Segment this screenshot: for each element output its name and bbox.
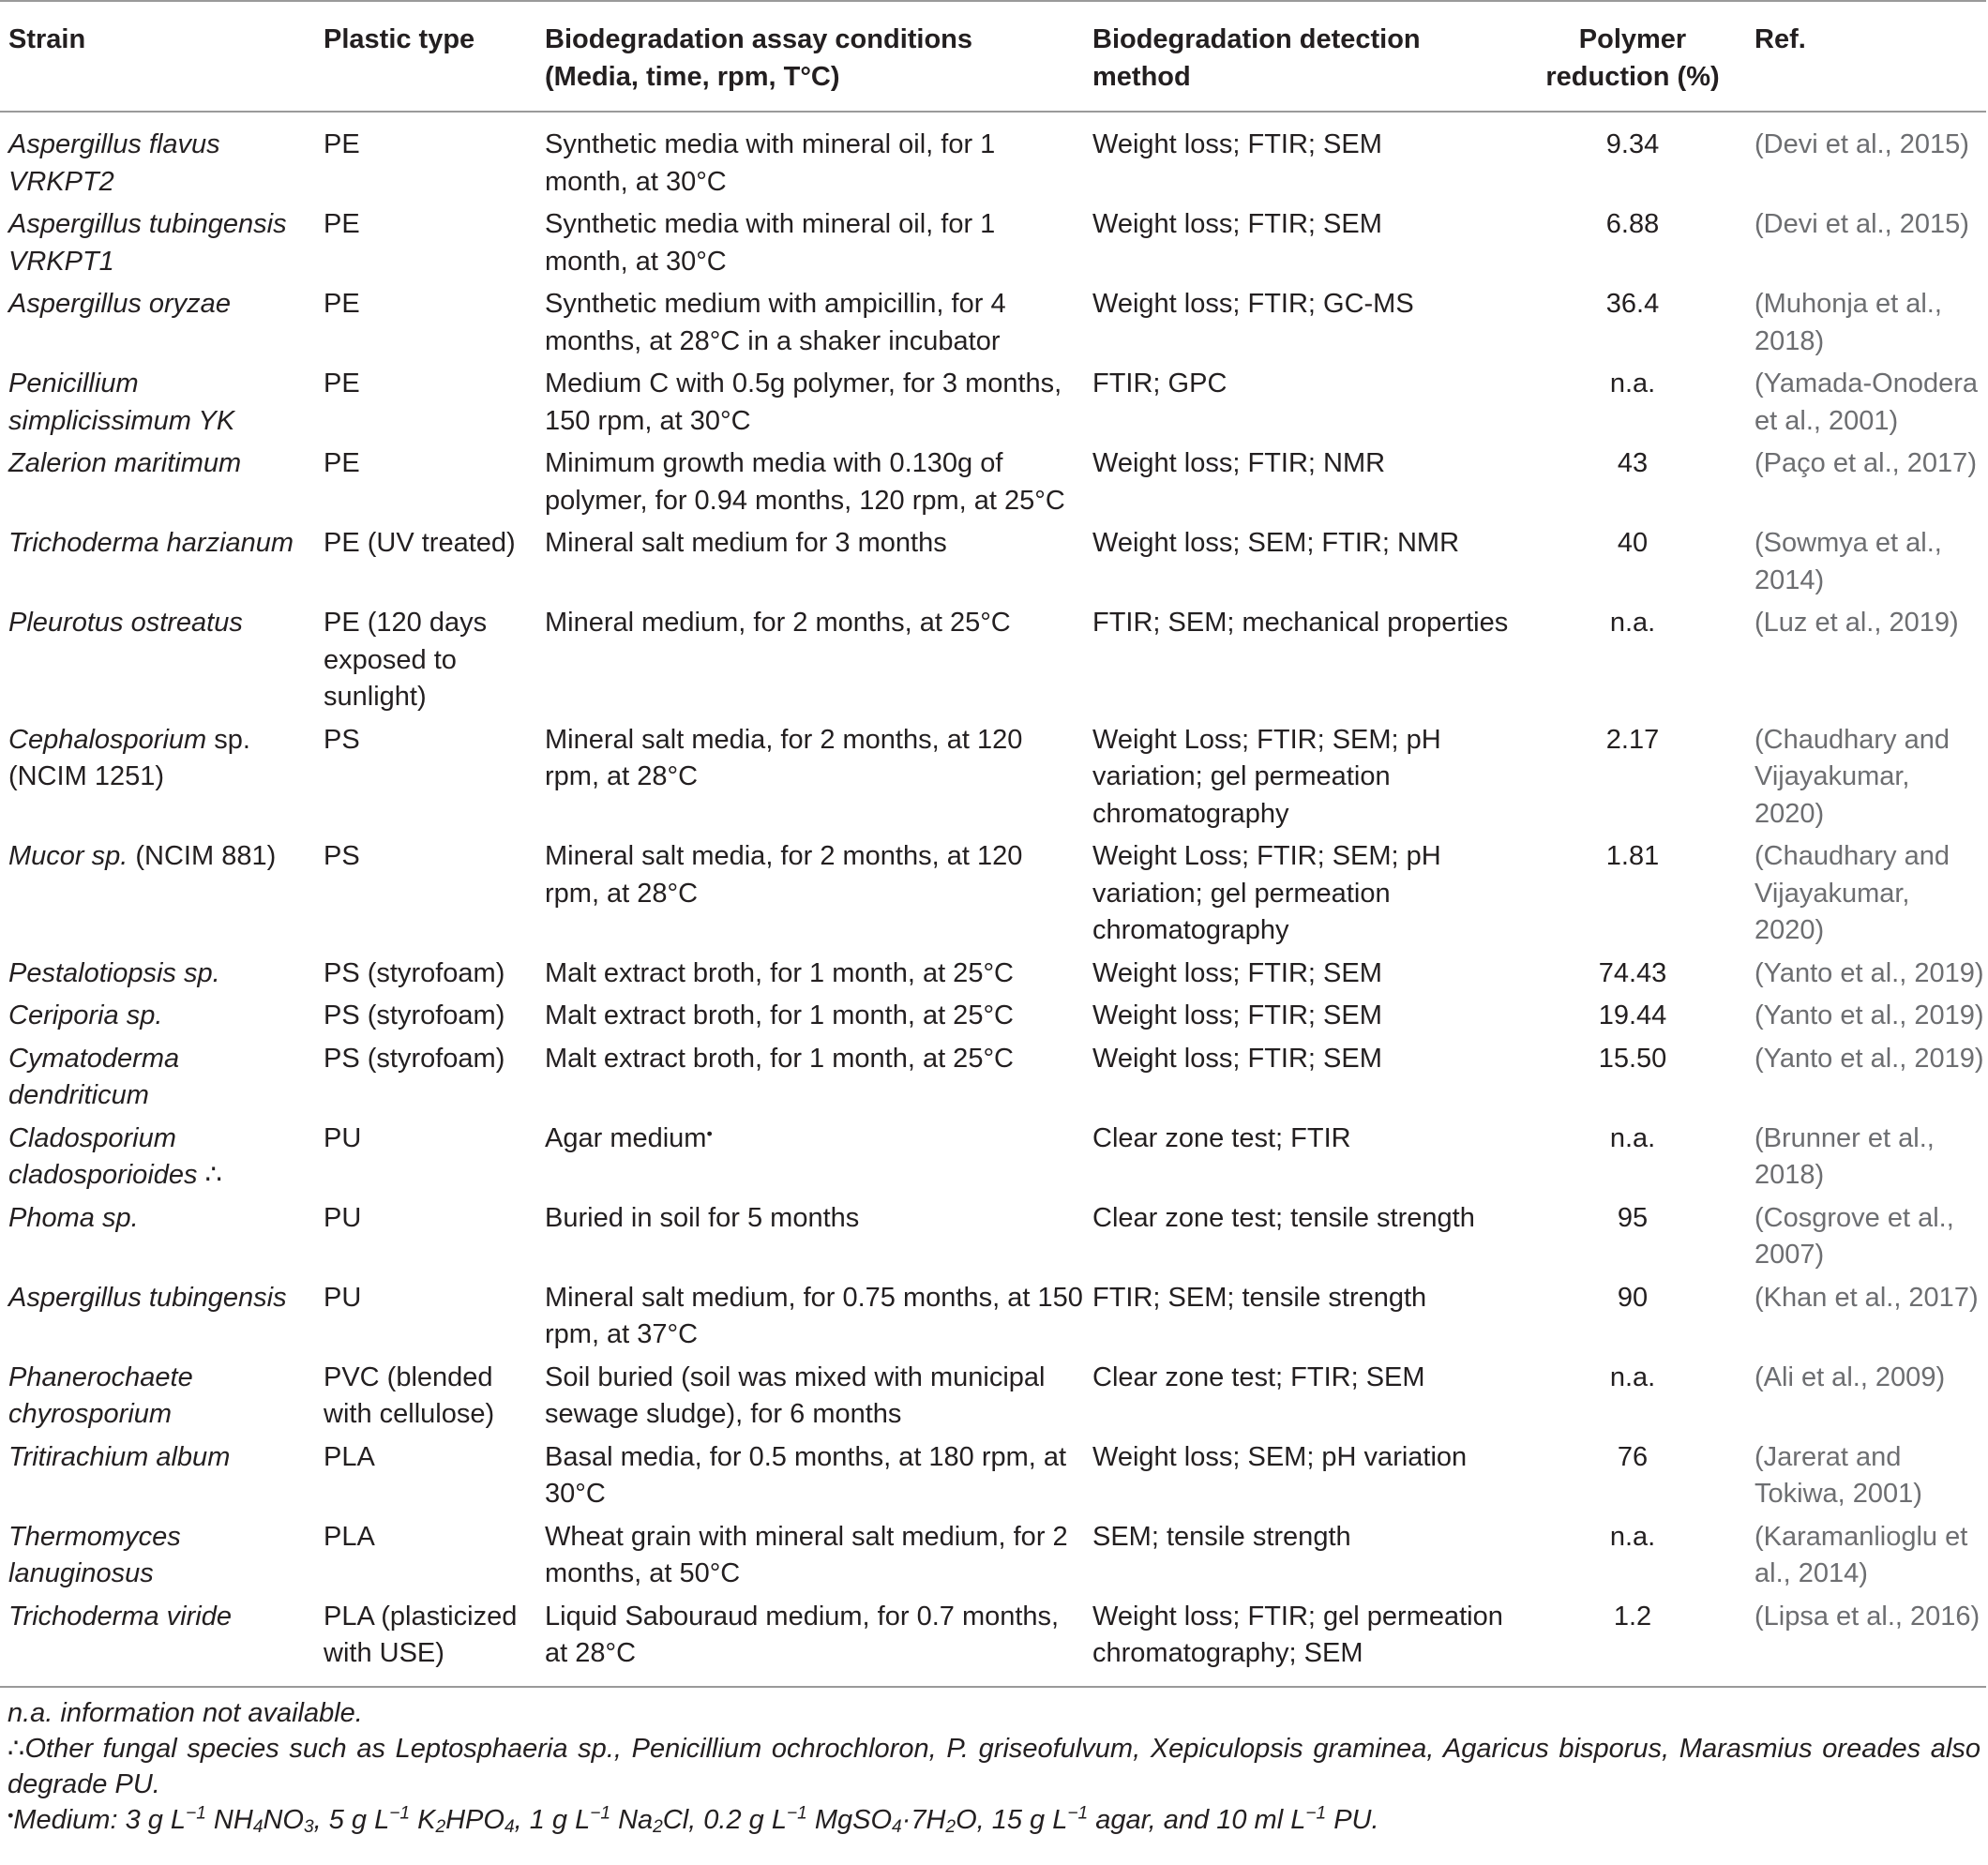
cell-plastic-type: PE bbox=[324, 289, 360, 319]
cell-detection-method: FTIR; SEM; mechanical properties bbox=[1092, 608, 1509, 638]
table-row bbox=[0, 599, 1986, 716]
strain-name: Aspergillus tubingensis VRKPT1 bbox=[8, 209, 287, 277]
cell-polymer-reduction: 15.50 bbox=[1598, 1043, 1667, 1074]
cell-detection-method: Clear zone test; tensile strength bbox=[1092, 1202, 1475, 1233]
cell-plastic-type: PS (styrofoam) bbox=[324, 1000, 505, 1030]
cell-plastic-type: PS (styrofoam) bbox=[324, 957, 505, 988]
table-footnotes bbox=[0, 1688, 1988, 1838]
cell-strain bbox=[0, 1593, 315, 1687]
table-row bbox=[0, 1513, 1986, 1593]
strain-name: Pleurotus ostreatus bbox=[8, 608, 243, 638]
cell-polymer-reduction: n.a. bbox=[1609, 1361, 1656, 1392]
cell-reference: (Karamanlioglu et al., 2014) bbox=[1755, 1521, 1968, 1588]
cell-assay-conditions: Mineral medium, for 2 months, at 25°C bbox=[545, 608, 1011, 638]
cell-plastic-type: PE (120 days exposed to sunlight) bbox=[324, 608, 488, 712]
cell-polymer-reduction: 43 bbox=[1617, 448, 1649, 478]
cell-polymer-reduction: 1.81 bbox=[1605, 841, 1660, 871]
cell-strain bbox=[0, 1195, 315, 1274]
cell-plastic-type: PU bbox=[324, 1282, 362, 1313]
cell-strain bbox=[0, 1274, 315, 1354]
cell-strain bbox=[0, 280, 315, 360]
table-row bbox=[0, 440, 1986, 519]
cell-plastic-type: PS (styrofoam) bbox=[324, 1043, 505, 1074]
cell-reference: (Luz et al., 2019) bbox=[1755, 608, 1959, 638]
cell-assay-conditions: Soil buried (soil was mixed with municipal sewage sludge), for 6 months bbox=[545, 1361, 1046, 1429]
cell-strain bbox=[0, 599, 315, 716]
table-row bbox=[0, 519, 1986, 599]
cell-assay-conditions: Minimum growth media with 0.130g of polymer, for 0.94 months, 120 rpm, at 25°C bbox=[545, 448, 1065, 516]
strain-name: Zalerion maritimum bbox=[8, 448, 242, 478]
cell-reference: (Lipsa et al., 2016) bbox=[1755, 1601, 1980, 1632]
header-polymer-reduction-line2: reduction (%) bbox=[1545, 62, 1720, 92]
header-polymer-reduction-line1: Polymer bbox=[1578, 24, 1687, 54]
cell-assay-conditions: Malt extract broth, for 1 month, at 25°C bbox=[545, 957, 1014, 988]
footnote-bullet-mark: • bbox=[8, 1805, 14, 1825]
cell-strain bbox=[0, 440, 315, 519]
cell-polymer-reduction: 36.4 bbox=[1605, 289, 1660, 319]
cell-assay-conditions: Medium C with 0.5g polymer, for 3 months, 150 rpm, at 30°C bbox=[545, 368, 1062, 436]
cell-plastic-type: PS bbox=[324, 841, 360, 871]
cell-detection-method: Clear zone test; FTIR bbox=[1092, 1122, 1351, 1153]
cell-assay-conditions: Malt extract broth, for 1 month, at 25°C bbox=[545, 1000, 1014, 1030]
cell-plastic-type: PVC (blended with cellulose) bbox=[324, 1361, 495, 1429]
strain-suffix: sp. (NCIM 1251) bbox=[8, 724, 250, 791]
strain-name: Ceriporia sp. bbox=[8, 1000, 163, 1030]
header-reference: Ref. bbox=[1755, 24, 1806, 54]
cell-reference: (Yamada-Onodera et al., 2001) bbox=[1755, 368, 1979, 436]
cell-reference: (Chaudhary and Vijayakumar, 2020) bbox=[1755, 841, 1950, 945]
cell-reference: (Devi et al., 2015) bbox=[1755, 129, 1969, 159]
cell-plastic-type: PS bbox=[324, 724, 360, 755]
cell-reference: (Yanto et al., 2019) bbox=[1755, 1043, 1984, 1074]
strain-name: Cephalosporium bbox=[8, 724, 207, 755]
table-row bbox=[0, 950, 1986, 993]
cell-detection-method: Clear zone test; FTIR; SEM bbox=[1092, 1361, 1425, 1392]
strain-name: Thermomyces lanuginosus bbox=[8, 1521, 181, 1588]
table-row bbox=[0, 1593, 1986, 1687]
cell-assay-conditions: Malt extract broth, for 1 month, at 25°C bbox=[545, 1043, 1014, 1074]
cell-polymer-reduction: 95 bbox=[1617, 1202, 1649, 1233]
table-row bbox=[0, 833, 1986, 950]
cell-detection-method: Weight loss; FTIR; gel permeation chromatography; SEM bbox=[1092, 1601, 1503, 1668]
cell-strain bbox=[0, 1434, 315, 1513]
cell-detection-method: Weight loss; SEM; FTIR; NMR bbox=[1092, 528, 1460, 558]
cell-reference: (Brunner et al., 2018) bbox=[1755, 1122, 1935, 1190]
cell-strain bbox=[0, 360, 315, 440]
cell-assay-conditions: Mineral salt media, for 2 months, at 120 rpm, at 28°C bbox=[545, 724, 1023, 791]
cell-strain bbox=[0, 112, 315, 201]
cell-polymer-reduction: n.a. bbox=[1609, 1122, 1656, 1153]
table-row bbox=[0, 1035, 1986, 1115]
cell-detection-method: Weight Loss; FTIR; SEM; pH variation; gel permeation chromatography bbox=[1092, 724, 1441, 829]
cell-reference: (Devi et al., 2015) bbox=[1755, 209, 1969, 239]
cell-detection-method: Weight Loss; FTIR; SEM; pH variation; gel permeation chromatography bbox=[1092, 841, 1441, 945]
cell-reference: (Yanto et al., 2019) bbox=[1755, 1000, 1984, 1030]
cell-detection-method: Weight loss; FTIR; SEM bbox=[1092, 129, 1382, 159]
cell-polymer-reduction: n.a. bbox=[1609, 368, 1656, 399]
cell-detection-method: SEM; tensile strength bbox=[1092, 1521, 1351, 1552]
cell-assay-conditions: Mineral salt medium, for 0.75 months, at 150 rpm, at 37°C bbox=[545, 1282, 1083, 1349]
cell-polymer-reduction: n.a. bbox=[1609, 608, 1656, 638]
cell-detection-method: Weight loss; FTIR; GC-MS bbox=[1092, 289, 1414, 319]
strain-name: Cladosporium cladosporioides bbox=[8, 1122, 198, 1190]
cell-polymer-reduction: 6.88 bbox=[1605, 209, 1660, 239]
table-row bbox=[0, 1115, 1986, 1195]
cell-strain bbox=[0, 1115, 315, 1195]
cell-detection-method: Weight loss; FTIR; SEM bbox=[1092, 1043, 1382, 1074]
table-row bbox=[0, 1195, 1986, 1274]
cell-polymer-reduction: 2.17 bbox=[1605, 724, 1660, 755]
table-row bbox=[0, 1434, 1986, 1513]
cell-plastic-type: PE bbox=[324, 129, 360, 159]
table-row bbox=[0, 112, 1986, 201]
cell-polymer-reduction: 74.43 bbox=[1598, 957, 1667, 988]
cell-assay-conditions: Synthetic medium with ampicillin, for 4 months, at 28°C in a shaker incubator bbox=[545, 289, 1006, 356]
strain-name: Aspergillus oryzae bbox=[8, 289, 231, 319]
table-row bbox=[0, 992, 1986, 1035]
cell-polymer-reduction: 19.44 bbox=[1598, 1000, 1667, 1030]
header-assay-conditions bbox=[536, 1, 1084, 112]
cell-plastic-type: PU bbox=[324, 1122, 362, 1153]
cell-plastic-type: PE bbox=[324, 368, 360, 399]
cell-plastic-type: PU bbox=[324, 1202, 362, 1233]
table-row bbox=[0, 360, 1986, 440]
cell-assay-conditions: Basal media, for 0.5 months, at 180 rpm, at 30°C bbox=[545, 1441, 1067, 1509]
strain-suffix: (NCIM 881) bbox=[128, 841, 277, 871]
cell-strain bbox=[0, 950, 315, 993]
cell-reference: (Ali et al., 2009) bbox=[1755, 1361, 1946, 1392]
cell-detection-method: Weight loss; FTIR; SEM bbox=[1092, 957, 1382, 988]
header-assay-conditions-line2: (Media, time, rpm, T°C) bbox=[545, 62, 840, 92]
cell-polymer-reduction: n.a. bbox=[1609, 1521, 1656, 1552]
cell-polymer-reduction: 76 bbox=[1617, 1441, 1649, 1472]
cell-detection-method: FTIR; GPC bbox=[1092, 368, 1227, 399]
cell-strain bbox=[0, 833, 315, 950]
cell-reference: (Chaudhary and Vijayakumar, 2020) bbox=[1755, 724, 1950, 829]
table-row bbox=[0, 1354, 1986, 1434]
footnote-therefore-mark: ∴ bbox=[8, 1733, 25, 1764]
table-row bbox=[0, 201, 1986, 280]
header-plastic-type: Plastic type bbox=[324, 24, 475, 54]
footnote-na: n.a. information not available. bbox=[8, 1697, 363, 1728]
footnote-medium: •Medium: 3 g $L^{-1}$ $NH_4NO_3$, 5 g $L^{-1}$ $K_2HPO_4$, 1 g $L^{-1}$ $Na_2Cl$, 0.2 g $L^{-1}$ $MgSO_4\cdot 7H_2O$, 15 g $L^{-1}$ agar, and 10 ml $L^{-1}$ PU. bbox=[8, 1802, 1379, 1837]
cell-strain bbox=[0, 1035, 315, 1115]
table-row bbox=[0, 280, 1986, 360]
table-row bbox=[0, 1274, 1986, 1354]
footnote-bullet-mark: • bbox=[706, 1123, 713, 1143]
cell-plastic-type: PLA bbox=[324, 1521, 375, 1552]
cell-strain bbox=[0, 201, 315, 280]
cell-detection-method: FTIR; SEM; tensile strength bbox=[1092, 1282, 1427, 1313]
footnote-other-species: ∴Other fungal species such as Leptosphaeria sp., Penicillium ochrochloron, P. griseofulvum, Xepiculopsis graminea, Agaricus bisporus, Marasmius oreades also degrade PU. bbox=[8, 1733, 1980, 1799]
table-row bbox=[0, 716, 1986, 834]
cell-reference: (Yanto et al., 2019) bbox=[1755, 957, 1984, 988]
cell-plastic-type: PLA bbox=[324, 1441, 375, 1472]
strain-name: Pestalotiopsis sp. bbox=[8, 957, 220, 988]
header-detection-method-line2: method bbox=[1092, 62, 1191, 92]
table-header bbox=[0, 1, 1986, 112]
strain-name: Phanerochaete chyrosporium bbox=[8, 1361, 193, 1429]
strain-name: Trichoderma viride bbox=[8, 1601, 232, 1632]
cell-assay-conditions: Wheat grain with mineral salt medium, for 2 months, at 50°C bbox=[545, 1521, 1068, 1588]
strain-name: Cymatoderma dendriticum bbox=[8, 1043, 180, 1110]
cell-polymer-reduction: 9.34 bbox=[1605, 129, 1660, 159]
strain-name: Phoma sp. bbox=[8, 1202, 139, 1233]
header-detection-method-line1: Biodegradation detection bbox=[1092, 24, 1421, 54]
cell-plastic-type: PE bbox=[324, 448, 360, 478]
cell-assay-conditions: Mineral salt medium for 3 months bbox=[545, 528, 947, 558]
cell-assay-conditions: Agar medium• bbox=[545, 1122, 713, 1153]
cell-plastic-type: PE (UV treated) bbox=[324, 528, 516, 558]
cell-reference: (Muhonja et al., 2018) bbox=[1755, 289, 1942, 356]
cell-assay-conditions: Synthetic media with mineral oil, for 1 month, at 30°C bbox=[545, 209, 996, 277]
strain-name: Trichoderma harzianum bbox=[8, 528, 294, 558]
strain-suffix: ∴ bbox=[197, 1160, 223, 1190]
cell-reference: (Khan et al., 2017) bbox=[1755, 1282, 1979, 1313]
strain-name: Aspergillus tubingensis bbox=[8, 1282, 287, 1313]
cell-strain bbox=[0, 1513, 315, 1593]
cell-strain bbox=[0, 1354, 315, 1434]
cell-strain bbox=[0, 716, 315, 834]
cell-assay-conditions: Mineral salt media, for 2 months, at 120 rpm, at 28°C bbox=[545, 841, 1023, 909]
cell-polymer-reduction: 90 bbox=[1617, 1282, 1649, 1313]
cell-reference: (Sowmya et al., 2014) bbox=[1755, 528, 1942, 595]
strain-name: Tritirachium album bbox=[8, 1441, 231, 1472]
cell-polymer-reduction: 40 bbox=[1617, 528, 1649, 558]
cell-strain bbox=[0, 519, 315, 599]
cell-plastic-type: PE bbox=[324, 209, 360, 239]
strain-name: Penicillium simplicissimum YK bbox=[8, 368, 235, 436]
cell-plastic-type: PLA (plasticized with USE) bbox=[324, 1601, 518, 1668]
table-body bbox=[0, 112, 1986, 1687]
cell-assay-conditions: Buried in soil for 5 months bbox=[545, 1202, 860, 1233]
cell-reference: (Paço et al., 2017) bbox=[1755, 448, 1977, 478]
header-strain: Strain bbox=[8, 24, 86, 54]
cell-detection-method: Weight loss; FTIR; SEM bbox=[1092, 1000, 1382, 1030]
cell-detection-method: Weight loss; FTIR; NMR bbox=[1092, 448, 1386, 478]
cell-strain bbox=[0, 992, 315, 1035]
strain-name: Mucor sp. bbox=[8, 841, 128, 871]
cell-reference: (Cosgrove et al., 2007) bbox=[1755, 1202, 1954, 1270]
cell-assay-conditions: Liquid Sabouraud medium, for 0.7 months, at 28°C bbox=[545, 1601, 1060, 1668]
header-detection-method bbox=[1084, 1, 1519, 112]
cell-detection-method: Weight loss; FTIR; SEM bbox=[1092, 209, 1382, 239]
cell-assay-conditions: Synthetic media with mineral oil, for 1 month, at 30°C bbox=[545, 129, 996, 197]
cell-detection-method: Weight loss; SEM; pH variation bbox=[1092, 1441, 1468, 1472]
header-assay-conditions-line1: Biodegradation assay conditions bbox=[545, 24, 973, 54]
header-polymer-reduction bbox=[1519, 1, 1746, 112]
cell-reference: (Jarerat and Tokiwa, 2001) bbox=[1755, 1441, 1922, 1509]
cell-polymer-reduction: 1.2 bbox=[1613, 1601, 1652, 1632]
strain-name: Aspergillus flavus VRKPT2 bbox=[8, 129, 220, 197]
header-row bbox=[0, 1, 1986, 112]
